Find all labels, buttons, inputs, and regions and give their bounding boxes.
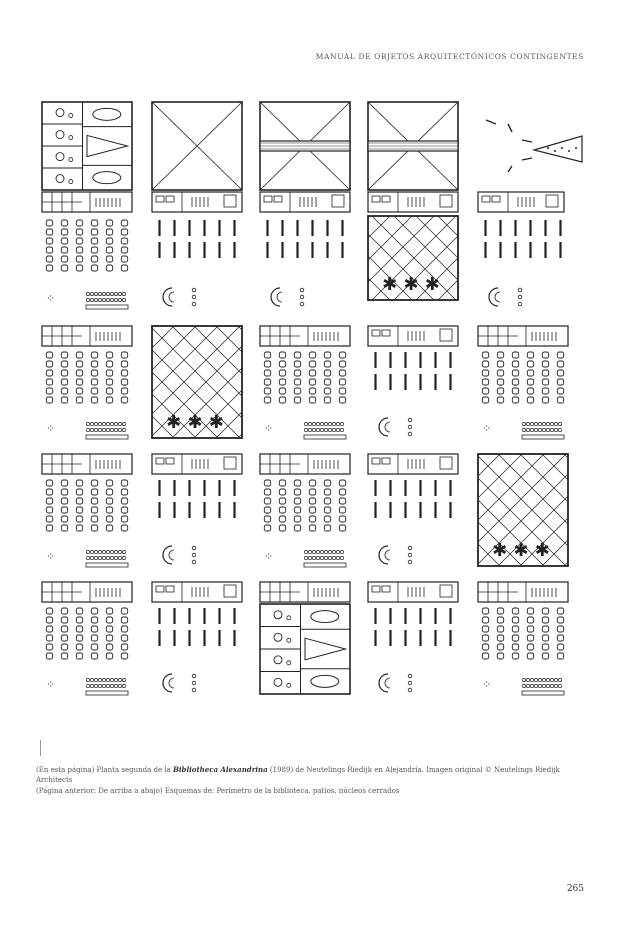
floor-plan-figure [36,100,596,710]
plan-block-r4-c1 [42,582,132,695]
plan-block-r4-c3 [260,582,350,694]
plan-block-r4-c5 [478,582,568,695]
plan-block-r4-c2 [152,582,242,692]
page-number: 265 [566,884,584,894]
plan-block-r3-c4 [368,454,458,564]
plan-block-r3-c5 [366,454,596,566]
plan-block-r2-c2 [40,326,460,438]
caption-title: Bibliotheca Alexandrina [172,765,268,774]
plan-block-r1-c5 [478,192,564,306]
plan-block-r2-c5 [478,326,568,439]
caption-prefix: (En esta página) Planta segunda de la [36,766,173,774]
svg-text:⁘: ⁘ [46,678,56,691]
previous-page-caption: (Página anterior: De arriba a abajo) Esquemas de: Perímetro de la biblioteca, patios, núcleos cerrados [36,787,400,795]
svg-text:✱ ✱ ✱: ✱ ✱ ✱ [166,412,224,433]
plan-edge-detail [486,120,582,172]
plan-block-r3-c1 [42,454,132,567]
figure-caption [36,765,596,785]
plan-block-r2-c1 [42,326,132,439]
floor-plan-drawing [36,100,596,710]
plan-block-r4-c4 [368,582,458,692]
plan-block-r3-c3 [260,454,350,567]
svg-text:✱ ✱ ✱: ✱ ✱ ✱ [492,540,550,561]
svg-text:✱ ✱ ✱: ✱ ✱ ✱ [382,274,440,295]
plan-block-r2-c3 [260,326,350,439]
svg-text:⁘: ⁘ [46,422,56,435]
caption-suffix: (1989) de Neutelings Riedijk en Alejandría. Imagen original © Neutelings Riedijk Architects [36,766,560,784]
svg-text:⁘: ⁘ [264,422,274,435]
plan-block-r1-c4 [284,102,596,300]
caption-rule [40,740,41,756]
svg-text:⁘: ⁘ [482,678,492,691]
running-head: MANUAL DE OBJETOS ARQUITECTÓNICOS CONTINGENTES [315,52,584,61]
svg-text:⁘: ⁘ [264,550,274,563]
plan-block-r3-c2 [152,454,242,564]
plan-block-r1-c2 [152,102,242,306]
plan-block-r2-c4 [368,326,458,436]
plan-block-r1-c1 [42,102,132,309]
svg-text:⁘: ⁘ [46,292,56,305]
svg-text:⁘: ⁘ [482,422,492,435]
plan-block-r1-c3 [260,102,350,306]
svg-text:⁘: ⁘ [46,550,56,563]
